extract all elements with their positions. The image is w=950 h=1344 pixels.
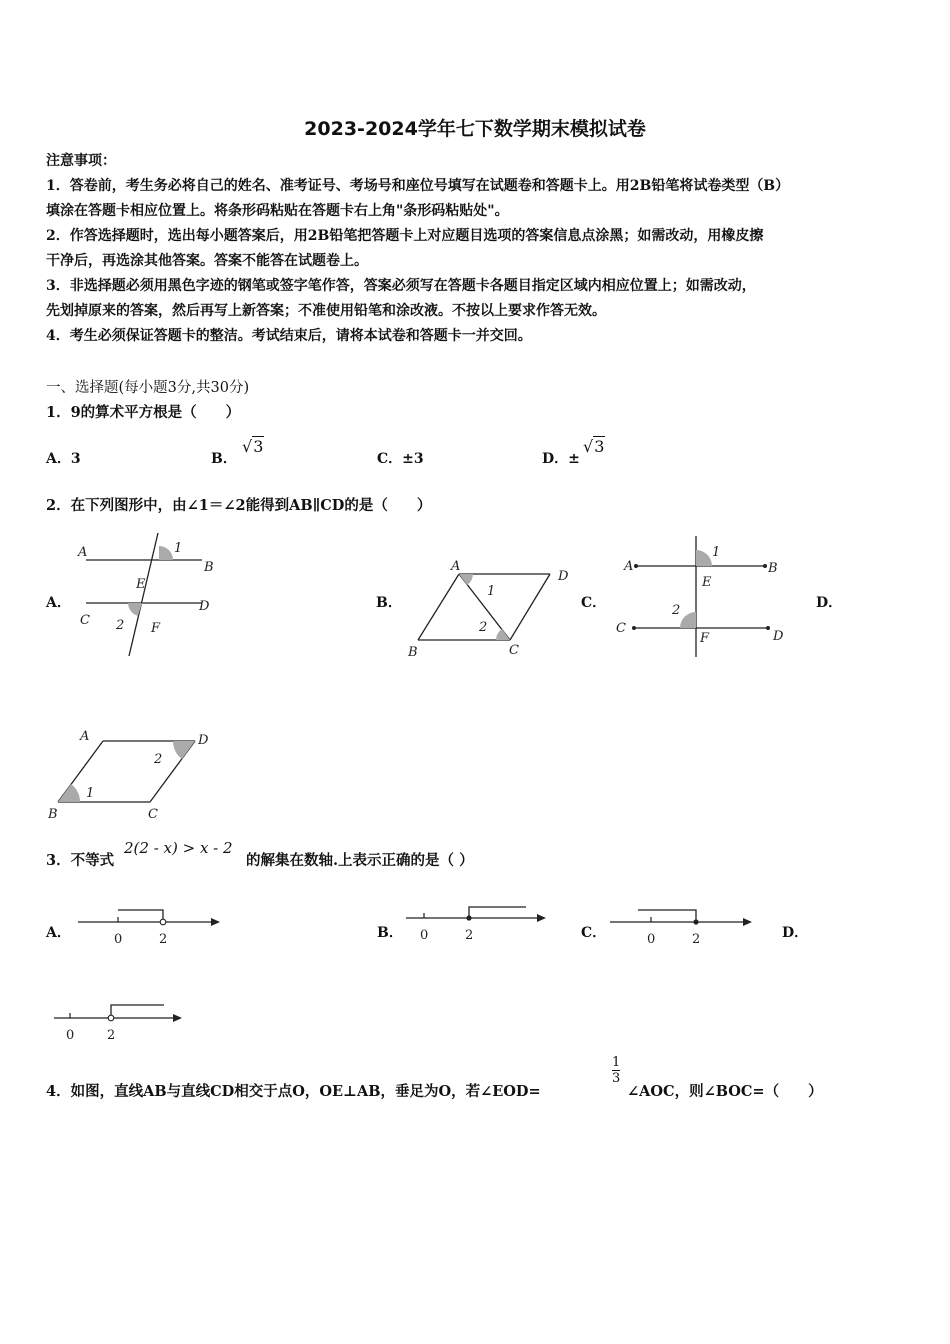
q2-figure-a: [70, 528, 230, 658]
q2-figure-d: [44, 726, 224, 826]
nl-b-tick-2: 2: [465, 928, 474, 943]
q1-option-b[interactable]: [211, 448, 237, 468]
q1-option-b-label: B．: [211, 451, 237, 467]
q1-option-c[interactable]: C．±3: [377, 451, 424, 467]
fig-a-angle-2: 2: [116, 618, 125, 633]
fig-a-label-c: C: [80, 613, 90, 628]
question-3-stem-pre: 3．不等式: [46, 852, 115, 869]
nl-b-tick-0: 0: [420, 928, 429, 943]
q2-option-d[interactable]: D．: [816, 595, 843, 611]
fig-a-label-e: E: [136, 577, 146, 592]
fig-a-angle-1: 1: [174, 541, 183, 556]
fig-d-angle-1: 1: [86, 786, 95, 801]
fig-c-label-a: A: [624, 559, 634, 574]
nl-d-tick-2: 2: [107, 1028, 116, 1043]
q2-option-a[interactable]: A．: [46, 595, 71, 611]
fig-c-label-d: D: [773, 629, 784, 644]
q1-d-sqrt: √3: [583, 437, 605, 456]
question-3-stem-post: 的解集在数轴.上表示正确的是（ ）: [246, 852, 474, 869]
q3-option-d[interactable]: D．: [782, 925, 809, 941]
q4-fraction: $\frac{1}{3}$: [612, 1055, 621, 1086]
fig-d-label-c: C: [148, 807, 158, 822]
q3-option-c[interactable]: C．: [581, 925, 607, 941]
fig-c-label-b: B: [768, 561, 778, 576]
fig-c-label-f: F: [700, 631, 710, 646]
nl-d-tick-0: 0: [66, 1028, 75, 1043]
fig-c-label-e: E: [702, 575, 712, 590]
notice-line: 2．作答选择题时，选出每小题答案后，用2B铅笔把答题卡上对应题目选项的答案信息点涂黑；如需改动，用橡皮擦: [46, 228, 764, 244]
section-heading: 一、选择题(每小题3分,共30分): [46, 380, 250, 396]
fig-c-angle-2: 2: [672, 603, 681, 618]
q2-option-b[interactable]: B．: [376, 595, 402, 611]
nl-a-tick-2: 2: [159, 932, 168, 947]
fig-b-label-d: D: [558, 569, 569, 584]
question-4-stem-pre: 4．如图，直线AB与直线CD相交于点O，OE⊥AB，垂足为O，若∠EOD=: [46, 1083, 541, 1100]
notice-line: 3．非选择题必须用黑色字迹的钢笔或签字笔作答，答案必须写在答题卡各题目指定区域内相应位置上；如需改动，: [46, 278, 756, 294]
fig-a-label-b: B: [204, 560, 214, 575]
nl-a-tick-0: 0: [114, 932, 123, 947]
notice-line: 4．考生必须保证答题卡的整洁。考试结束后，请将本试卷和答题卡一并交回。: [46, 328, 532, 344]
question-2-stem: 2．在下列图形中，由∠1＝∠2能得到AB∥CD的是（ ）: [46, 497, 432, 514]
q2-figure-b: [402, 556, 582, 664]
q2-option-c[interactable]: C．: [581, 595, 607, 611]
fig-d-angle-2: 2: [154, 752, 163, 767]
q3-option-a[interactable]: A．: [46, 925, 71, 941]
notice-line: 干净后，再选涂其他答案。答案不能答在试题卷上。: [46, 253, 368, 269]
fig-b-angle-1: 1: [487, 584, 496, 599]
notice-heading: 注意事项：: [46, 153, 116, 169]
fig-a-label-f: F: [151, 621, 161, 636]
fig-a-label-a: A: [78, 545, 88, 560]
q2-figure-c: [610, 532, 800, 660]
notice-line: 填涂在答题卡相应位置上。将条形码粘贴在答题卡右上角"条形码粘贴处"。: [46, 203, 509, 219]
fig-d-label-d: D: [198, 733, 209, 748]
question-4-stem-post: ∠AOC，则∠BOC=（ ）: [627, 1083, 823, 1100]
fig-b-label-b: B: [408, 645, 418, 660]
q1-option-d-label: D．±: [542, 451, 580, 467]
q3-numberline-b: [402, 898, 562, 948]
fig-c-angle-1: 1: [712, 545, 721, 560]
q3-inequality: 2(2 - x) > x - 2: [124, 839, 233, 857]
fig-a-label-d: D: [199, 599, 210, 614]
nl-c-tick-0: 0: [647, 932, 656, 947]
notice-line: 先划掉原来的答案，然后再写上新答案；不准使用铅笔和涂改液。不按以上要求作答无效。: [46, 303, 606, 319]
fig-d-label-a: A: [80, 729, 90, 744]
q1-option-a[interactable]: A．3: [46, 451, 81, 467]
fig-b-label-c: C: [509, 643, 519, 658]
q3-numberline-d: [50, 996, 200, 1046]
question-1-stem: 1．9的算术平方根是（ ）: [46, 404, 241, 421]
q3-numberline-c: [606, 900, 766, 950]
fig-d-label-b: B: [48, 807, 58, 822]
q1-option-d[interactable]: [542, 448, 580, 468]
notice-line: 1．答卷前，考生务必将自己的姓名、准考证号、考场号和座位号填写在试题卷和答题卡上。用2B铅笔将试卷类型（B）: [46, 178, 790, 194]
page-title: 2023-2024学年七下数学期末模拟试卷: [304, 118, 646, 140]
q3-option-b[interactable]: B．: [377, 925, 403, 941]
q1-b-sqrt: √3: [242, 437, 264, 456]
q3-numberline-a: [74, 900, 234, 950]
fig-c-label-c: C: [616, 621, 626, 636]
fig-b-angle-2: 2: [479, 620, 488, 635]
nl-c-tick-2: 2: [692, 932, 701, 947]
fig-b-label-a: A: [451, 559, 461, 574]
